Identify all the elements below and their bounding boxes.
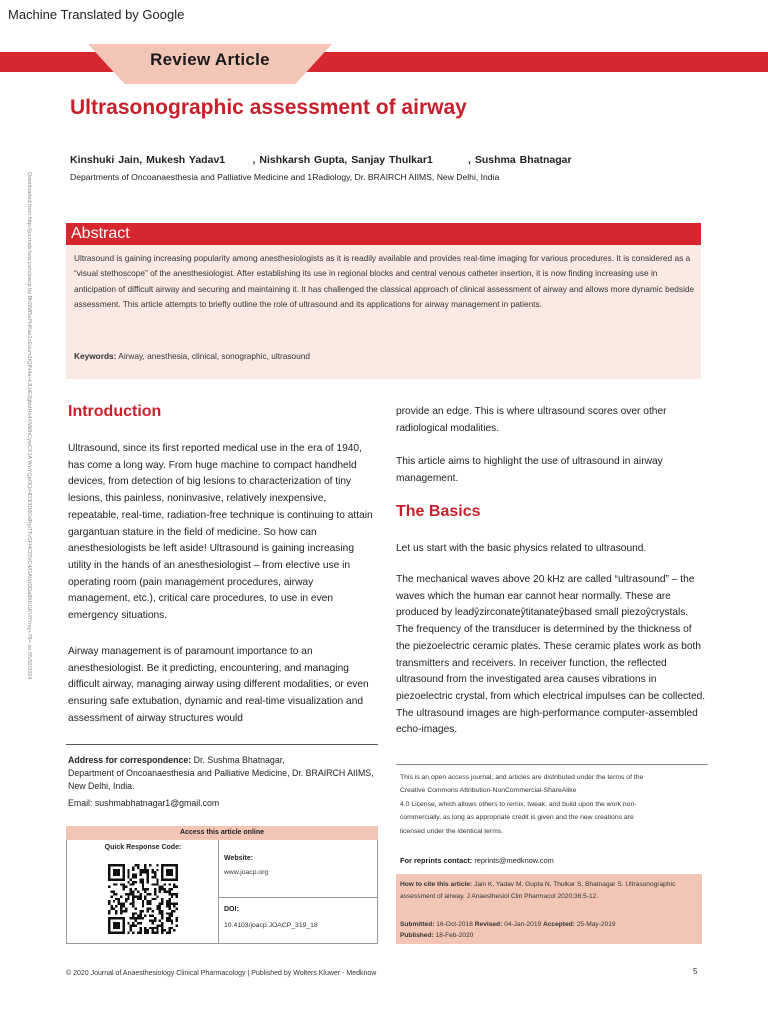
basics-paragraph-2: The mechanical waves above 20 kHz are called “ultrasound” – the waves which the human ear cannot hear normally. These are produced by leadŷzirconateŷtitanateŷbased small piezoŷcrystals. The frequency of the transducer is determined by the thickness of the piezoelectric ceramic plates. These ceramic plates work as both transmitters and receivers. In receiver function, the reflected ultrasound from the investigated area causes vibrations in piezoelectric crystal, from which electrical impulses can be collected. The ultrasound images are high-performance computer-assembled echo-images. (396, 574, 706, 736)
website-link[interactable]: www.joacp.org (224, 869, 269, 876)
affiliation: Departments of Oncoanaesthesia and Palliative Medicine and 1Radiology, Dr. BRAIRCH AIIMS, New Delhi, India (70, 172, 500, 182)
open-access-notice (400, 771, 700, 838)
introduction-heading: Introduction (68, 403, 162, 420)
abstract-body: Ultrasound is gaining increasing popularity among anesthesiologists as it is readily available and provides real-time imaging for various procedures. It is considered as a “visual stethoscope” of the anesthesiologist. After establishing its use in regional blocks and central venous catheter insertion, it is now finding increasing use in anticipation of difficult airway and securing and maintaining it. It has challenged the classical approach of clinical assessment of airway and allows more dynamic bedside assessment. This article attempts to briefly outline the role of ultrasound and its applications for airway management in patients. (74, 253, 695, 309)
open-access-divider (396, 764, 708, 765)
page-footer: © 2020 Journal of Anaesthesiology Clinical Pharmacology | Published by Wolters Kluwer - Medknow (66, 970, 377, 977)
access-box-horizontal-divider (218, 897, 378, 898)
reprints-label: For reprints contact: (400, 856, 473, 865)
open-access-line-1: This is an open access journal, and articles are distributed under the terms of the (400, 774, 644, 781)
introduction-paragraph-2: Airway management is of paramount importance to an anesthesiologist. Be it predicting, encountering, and managing difficult airway, managing airway using different modalities, or even ensuring safe extubation, dynamic and real-time visualization and assessment of airway structures would (68, 646, 369, 724)
citation-body: Jain K, Yadav M, Gupta N, Thulkar S, Bhatnagar S. Ultrasonographic assessment of airway. J Anaesthesiol Clin Pharmacol 2020;36:5-12. (400, 881, 676, 900)
accepted-label: Accepted: (543, 921, 575, 928)
correspondence-label: Address for correspondence: (68, 755, 192, 765)
submitted-date: 16-Oct-2018 (436, 921, 473, 928)
download-side-text: Downloaded from http://journals.lww.com/joacp by BhDMf5ePHKav1zEoum1tQfN4a+kJLhEZgbsIHo4XMi0hCywCX1A WnYQp/IlQrHD3i3D0OdRyi7TvSFl4Cf3VC4/OAVpDDa8KKGKV0Ymy+78= on 05/02/2024 (26, 172, 32, 680)
open-access-line-5: licensed under the identical terms. (400, 827, 504, 835)
submitted-label: Submitted: (400, 921, 435, 928)
abstract-header-bar (66, 223, 701, 245)
correspondence-block (68, 754, 380, 810)
continued-paragraph: provide an edge. This is where ultrasound scores over other radiological modalities. (396, 406, 667, 434)
aim-paragraph: This article aims to highlight the use of ultrasound in airway management. (396, 456, 663, 484)
citation-label: How to cite this article: (400, 881, 473, 888)
open-access-line-3: 4.0 License, which allows others to remix, tweak, and build upon the work non- (400, 800, 637, 808)
published-label: Published: (400, 931, 434, 939)
download-side-note (2, 172, 38, 680)
article-title: Ultrasonographic assessment of airway (70, 96, 467, 119)
access-online-heading: Access this article online (66, 826, 378, 840)
revised-label: Revised: (474, 921, 503, 928)
access-box-vertical-divider (218, 840, 219, 944)
abstract-heading: Abstract (71, 225, 130, 242)
page-number: 5 (693, 967, 698, 976)
published-date: 18-Feb-2020 (435, 931, 474, 939)
revised-date: 04-Jan-2019 (504, 921, 542, 928)
open-access-line-2: Creative Commons Attribution-NonCommercial-ShareAlike (400, 787, 577, 795)
correspondence-name: Dr. Sushma Bhatnagar, (193, 755, 285, 765)
correspondence-email[interactable]: Email: sushmabhatnagar1@gmail.com (68, 798, 220, 808)
qr-code-icon[interactable] (108, 862, 178, 936)
accepted-date: 25-May-2019 (576, 921, 616, 928)
basics-heading: The Basics (396, 503, 481, 520)
doi-link[interactable]: 10.4103/joacp.JOACP_319_18 (224, 922, 318, 929)
article-dates (400, 920, 696, 941)
qr-code-label: Quick Response Code: (104, 844, 182, 851)
reprints-email[interactable]: reprints@medknow.com (474, 856, 554, 865)
correspondence-address: Department of Oncoanaesthesia and Palliative Medicine, Dr. BRAIRCH AIIMS, New Delhi, India. (68, 768, 374, 791)
website-label: Website: (224, 855, 254, 862)
correspondence-divider (66, 744, 378, 745)
keywords (74, 351, 310, 361)
introduction-paragraph-1: Ultrasound, since its first reported medical use in the era of 1940, has come a long way. From huge machine to compact handheld devices, from detection of big lesions to characterization of tiny lesions, this painless, noninvasive, relatively inexpensive, repeatable, real-time, radiation-free technique is continuing to attain gargantuan stature in the field of medicine. So how can anesthesiologists be left aside! Ultrasound is gaining increasing utility in the hands of an anesthesiologist – from elective use in operating room (pain management procedures, airway management, etc.), critical care procedures, to use in even emergency situations. (68, 443, 373, 622)
citation-text (400, 879, 696, 903)
machine-translated-banner: Machine Translated by Google (8, 7, 185, 22)
article-type-label: Review Article (150, 50, 270, 69)
doi-label: DOI: (224, 906, 239, 913)
keywords-list: Airway, anesthesia, clinical, sonographic, ultrasound (118, 351, 310, 361)
author-list: Kinshuki Jain, Mukesh Yadav1 , Nishkarsh Gupta, Sanjay Thulkar1 , Sushma Bhatnagar (70, 154, 572, 166)
reprints-contact (400, 856, 554, 865)
basics-paragraph-1: Let us start with the basic physics related to ultrasound. (396, 543, 647, 554)
open-access-line-4: commercially, as long as appropriate credit is given and the new creations are (400, 814, 634, 822)
keywords-label: Keywords: (74, 351, 117, 361)
